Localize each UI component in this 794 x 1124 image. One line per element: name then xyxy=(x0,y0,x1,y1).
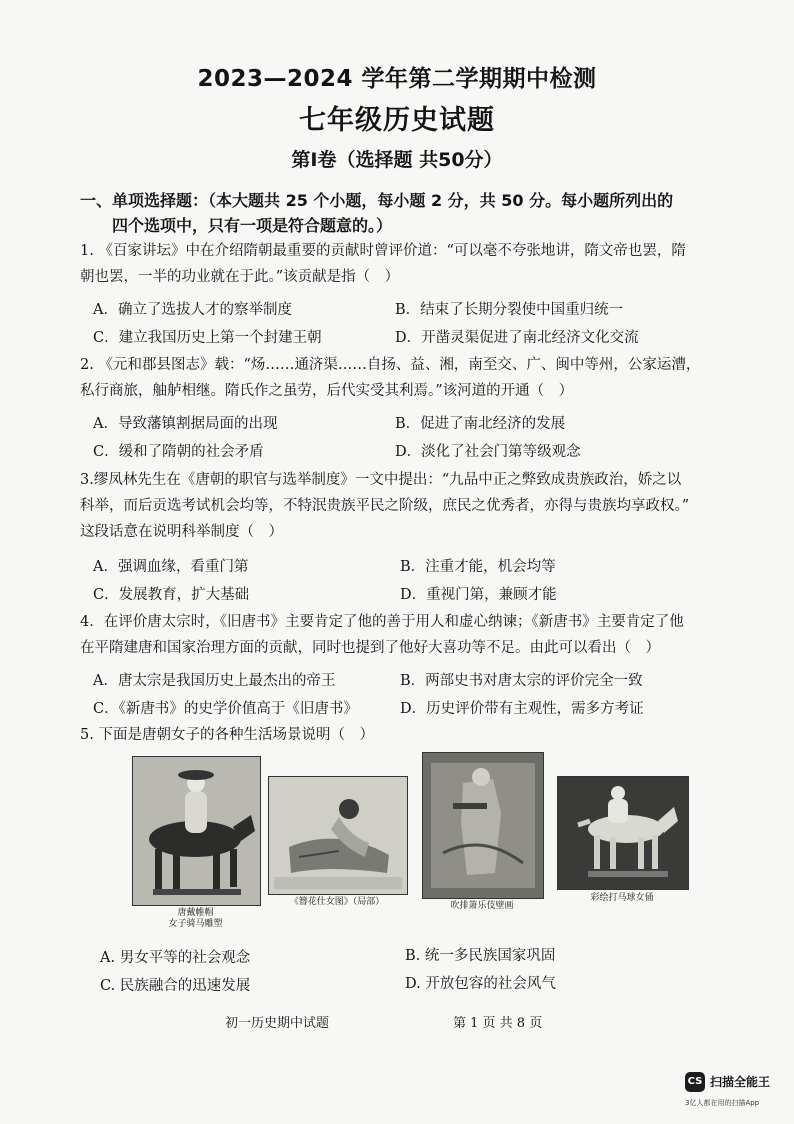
option-3a: A．强调血缘，看重门第 xyxy=(93,559,249,575)
question-3 xyxy=(80,467,760,545)
question-text-line: 在平隋建唐和国家治理方面的贡献，同时也提到了他好大喜功等不足。由此可以看出（ ） xyxy=(80,640,660,656)
caption-line: 《簪花仕女图》（局部） xyxy=(289,897,385,907)
image-caption-3 xyxy=(422,901,542,912)
camscanner-tagline: 3亿人都在用的扫描App xyxy=(685,1099,760,1107)
option-1a: A．确立了选拔人才的察举制度 xyxy=(93,302,292,318)
option-5d: D. 开放包容的社会风气 xyxy=(405,976,556,992)
option-4b: B．两部史书对唐太宗的评价完全一致 xyxy=(400,673,643,689)
option-5c: C. 民族融合的迅速发展 xyxy=(100,978,251,994)
question-text-line: 朝也罢，一半的功业就在于此。”该贡献是指（ ） xyxy=(80,269,400,285)
option-3d: D．重视门第，兼顾才能 xyxy=(400,587,557,603)
option-4a: A．唐太宗是我国历史上最杰出的帝王 xyxy=(93,673,336,689)
exam-subject-title: 七年级历史试题 xyxy=(299,105,495,136)
tang-female-rider-figurine-icon xyxy=(132,756,261,906)
question-text-line: 1. 《百家讲坛》中在介绍隋朝最重要的贡献时曾评价道：“可以毫不夸张地讲，隋文帝也罢，隋 xyxy=(80,243,686,259)
caption-line: 女子骑马雕塑 xyxy=(168,919,223,929)
question-4 xyxy=(80,609,760,661)
painting-ladies-with-flowers-icon xyxy=(268,776,408,895)
option-5b: B. 统一多民族国家巩固 xyxy=(405,948,556,964)
painted-polo-figurine-icon xyxy=(557,776,689,890)
footer-exam-name: 初一历史期中试题 xyxy=(225,1016,330,1031)
image-caption-1 xyxy=(132,908,259,930)
footer-page-number: 第 1 页 共 8 页 xyxy=(453,1016,543,1031)
question-text-line: 5. 下面是唐朝女子的各种生活场景说明（ ） xyxy=(80,727,374,743)
question-text-line: 这段话意在说明科举制度（ ） xyxy=(80,524,283,540)
caption-line: 唐戴帷帽 xyxy=(177,908,214,918)
question-5 xyxy=(80,722,760,748)
option-2a: A．导致藩镇割据局面的出现 xyxy=(93,416,278,432)
option-1c: C．建立我国历史上第一个封建王朝 xyxy=(93,330,322,346)
question-1 xyxy=(80,238,760,290)
option-5a: A. 男女平等的社会观念 xyxy=(100,950,251,966)
option-2c: C．缓和了隋朝的社会矛盾 xyxy=(93,444,264,460)
caption-line: 彩绘打马球女俑 xyxy=(590,893,654,903)
option-4c: C．《新唐书》的史学价值高于《旧唐书》 xyxy=(93,701,358,717)
exam-title: 2023—2024 学年第二学期期中检测 xyxy=(197,66,597,92)
question-text-line: 3.缪凤林先生在《唐朝的职官与选举制度》一文中提出：“九品中正之弊致成贵族政治，娇之以 xyxy=(80,472,682,488)
question-text-line: 科举，而后贡选考试机会均等，不特泯贵族平民之阶级，庶民之优秀者，亦得与贵族均享政权。” xyxy=(80,498,690,514)
section-instructions xyxy=(80,188,760,238)
question-text-line: 2. 《元和郡县图志》载：“炀……通济渠……自扬、益、湘，南至交、广、闽中等州，公家运漕， xyxy=(80,357,701,373)
section-volume-title: 第Ⅰ卷（选择题 共50分） xyxy=(291,149,503,171)
question-text-line: 4．在评价唐太宗时，《旧唐书》主要肯定了他的善于用人和虚心纳谏；《新唐书》主要肯定了他 xyxy=(80,614,684,630)
camscanner-logo-icon: CS xyxy=(685,1072,705,1092)
mural-flute-music-icon xyxy=(422,752,544,899)
instructions-line-2: 四个选项中，只有一项是符合题意的。） xyxy=(112,216,393,235)
option-3c: C．发展教育，扩大基础 xyxy=(93,587,250,603)
instructions-line-1: 一、单项选择题：（本大题共 25 个小题，每小题 2 分，共 50 分。每小题所列出的 xyxy=(80,191,674,210)
option-3b: B．注重才能，机会均等 xyxy=(400,559,556,575)
image-caption-4 xyxy=(557,893,687,904)
question-text-line: 私行商旅，舳舻相继。隋氏作之虽劳，后代实受其利焉。”该河道的开通（ ） xyxy=(80,383,574,399)
question-2 xyxy=(80,352,760,404)
caption-line: 吹排箫乐伎壁画 xyxy=(450,901,514,911)
option-1b: B．结束了长期分裂使中国重归统一 xyxy=(395,302,624,318)
option-1d: D．开凿灵渠促进了南北经济文化交流 xyxy=(395,330,639,346)
image-caption-2 xyxy=(268,897,406,908)
option-4d: D．历史评价带有主观性，需多方考证 xyxy=(400,701,644,717)
camscanner-name: 扫描全能王 xyxy=(710,1075,771,1089)
option-2d: D．淡化了社会门第等级观念 xyxy=(395,444,581,460)
option-2b: B．促进了南北经济的发展 xyxy=(395,416,566,432)
